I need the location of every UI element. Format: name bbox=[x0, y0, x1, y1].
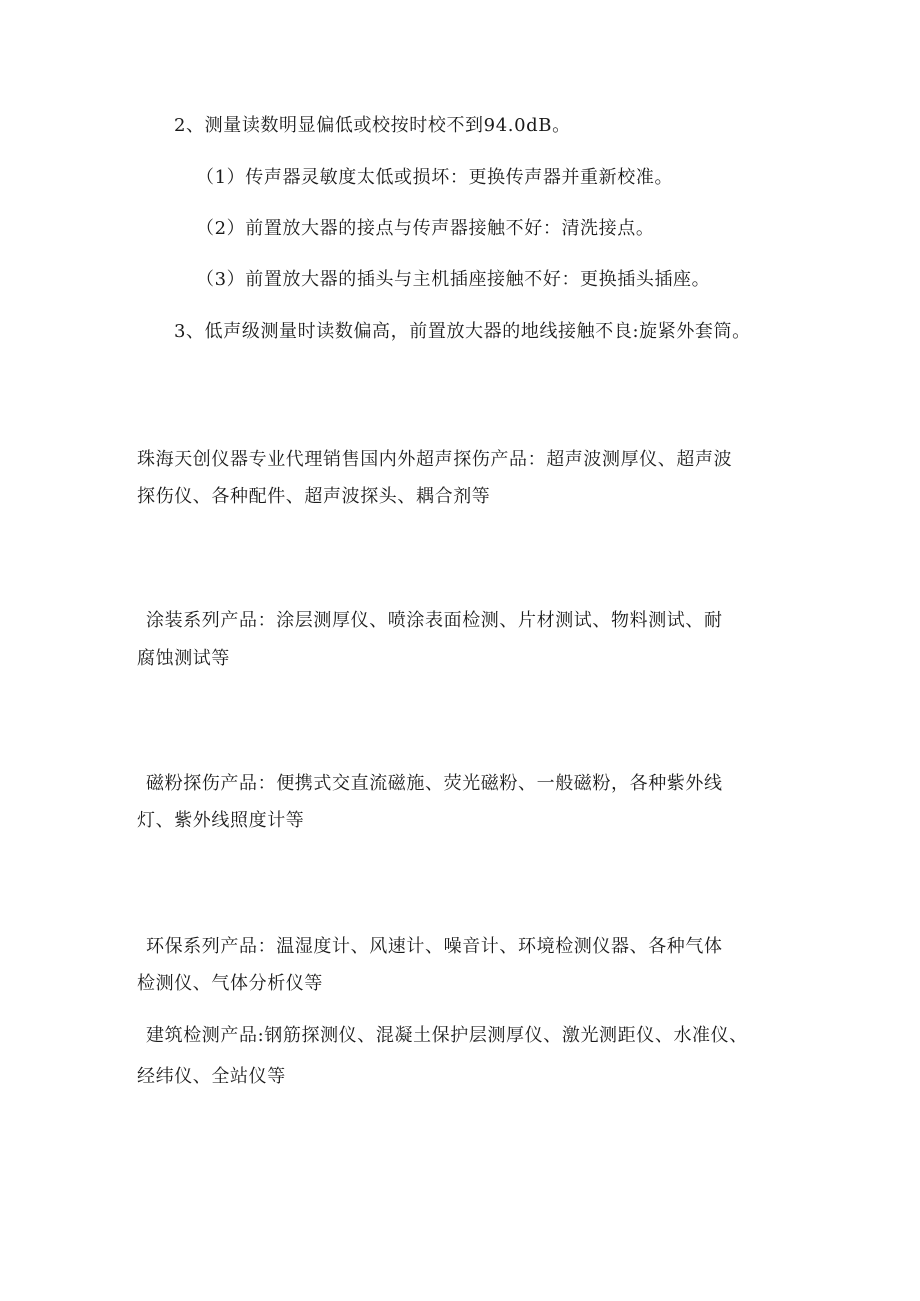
coating-products-line-2: 腐蚀测试等 bbox=[137, 648, 230, 669]
item-2-sub-3-text: （3）前置放大器的插头与主机插座接触不好：更换插头插座。 bbox=[196, 269, 711, 290]
ultrasonic-products-line-1: 珠海天创仪器专业代理销售国内外超声探伤产品：超声波测厚仪、超声波 bbox=[137, 449, 733, 470]
coating-products-line-1: 涂装系列产品：涂层测厚仪、喷涂表面检测、片材测试、物料测试、耐 bbox=[146, 610, 723, 631]
magnetic-products-line-1: 磁粉探伤产品：便携式交直流磁施、荧光磁粉、一般磁粉，各种紫外线 bbox=[146, 773, 723, 794]
item-3-text: 3、低声级测量时读数偏高，前置放大器的地线接触不良:旋紧外套筒。 bbox=[174, 321, 751, 342]
construction-products-line-2: 经纬仪、全站仪等 bbox=[137, 1066, 286, 1087]
construction-products-line-1: 建筑检测产品:钢筋探测仪、混凝土保护层测厚仪、激光测距仪、水准仪、 bbox=[146, 1025, 748, 1046]
item-2-text: 2、测量读数明显偏低或校按时校不到94.0dB。 bbox=[174, 115, 571, 136]
environmental-products-line-1: 环保系列产品：温湿度计、风速计、噪音计、环境检测仪器、各种气体 bbox=[146, 936, 723, 957]
environmental-products-line-2: 检测仪、气体分析仪等 bbox=[137, 973, 323, 994]
ultrasonic-products-line-2: 探伤仪、各种配件、超声波探头、耦合剂等 bbox=[137, 486, 491, 507]
magnetic-products-line-2: 灯、紫外线照度计等 bbox=[137, 810, 305, 831]
item-2-sub-2-text: （2）前置放大器的接点与传声器接触不好：清洗接点。 bbox=[196, 218, 655, 239]
item-2-sub-1-text: （1）传声器灵敏度太低或损坏：更换传声器并重新校准。 bbox=[196, 167, 674, 188]
